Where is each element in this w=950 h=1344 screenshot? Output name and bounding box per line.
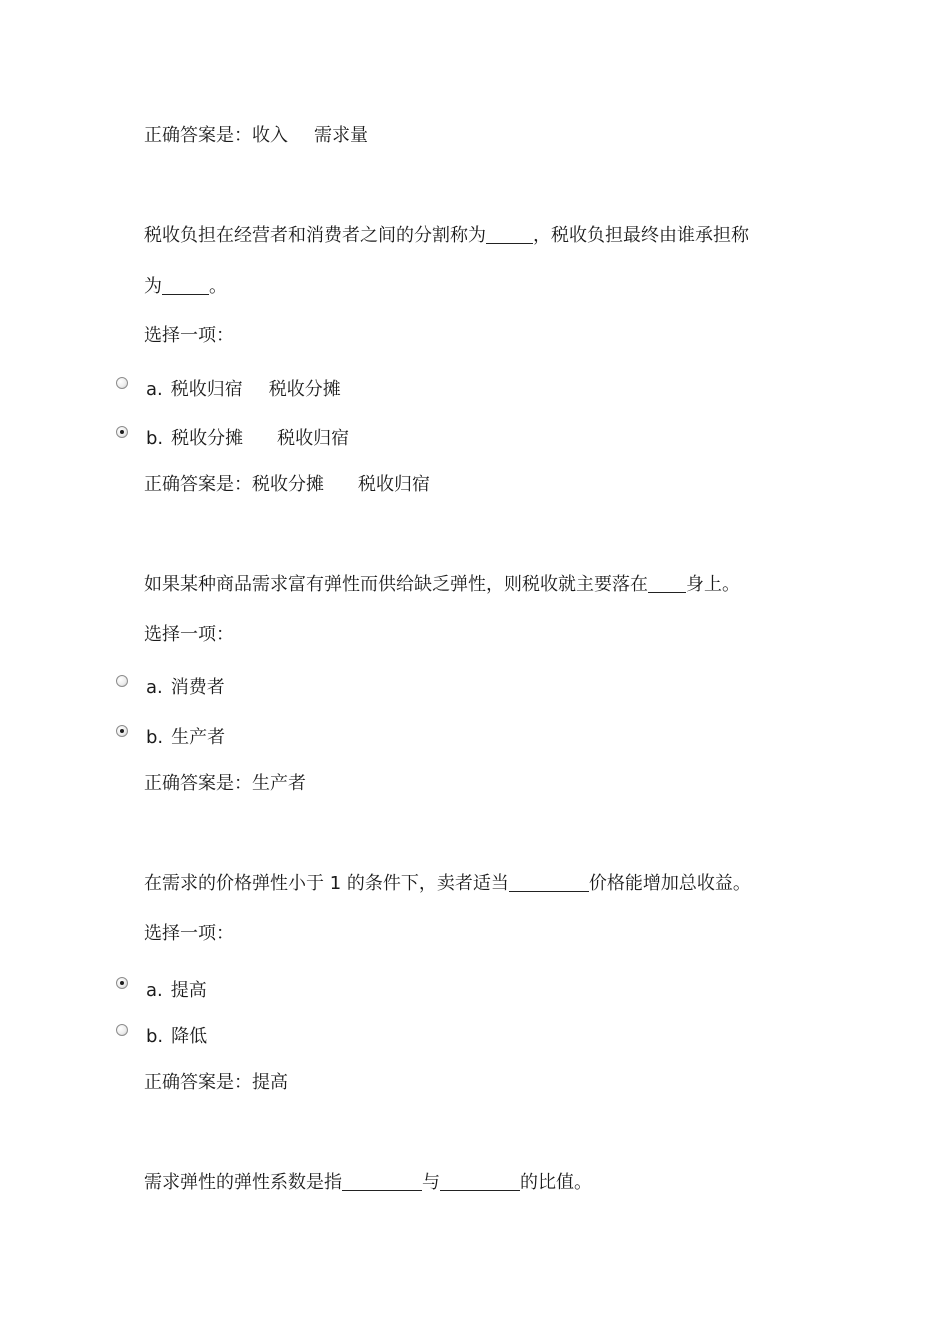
option-letter: a. [146, 677, 163, 698]
q1-stem-text: 税收负担在经营者和消费者之间的分割称为 [144, 225, 486, 246]
answer-label: 正确答案是： [144, 773, 252, 794]
answer-text: 生产者 [252, 773, 306, 794]
q1-select-prompt: 选择一项： [144, 325, 234, 346]
option-text: 税收归宿 [277, 428, 350, 449]
q2-select-prompt: 选择一项： [144, 624, 234, 645]
q4-stem [144, 1171, 592, 1195]
q1-option-b-radio[interactable] [116, 426, 128, 438]
q2-option-b-radio[interactable] [116, 725, 128, 737]
q3-option-b-radio[interactable] [116, 1024, 128, 1036]
q1-option-a[interactable] [146, 378, 341, 402]
q2-correct-answer [144, 772, 306, 796]
q4-stem-text: 的比值。 [520, 1172, 592, 1193]
q3-option-b[interactable] [146, 1025, 207, 1049]
q3-option-a-radio[interactable] [116, 977, 128, 989]
q4-stem-text: 需求弹性的弹性系数是指 [144, 1172, 342, 1193]
option-letter: b. [146, 727, 164, 748]
q3-correct-answer [144, 1071, 288, 1095]
q3-option-a[interactable] [146, 979, 207, 1003]
q1-stem-text: ，税收负担最终由谁承担称 [533, 225, 749, 246]
answer-label: 正确答案是： [144, 474, 252, 495]
answer-text: 提高 [252, 1072, 288, 1093]
q2-stem-text: 如果某种商品需求富有弹性而供给缺乏弹性，则税收就主要落在 [144, 574, 648, 595]
option-text: 提高 [170, 980, 207, 1001]
q2-option-a-radio[interactable] [116, 675, 128, 687]
option-letter: b. [146, 428, 164, 449]
answer-label: 正确答案是： [144, 1072, 252, 1093]
q2-option-b[interactable] [146, 726, 225, 750]
q3-stem [144, 872, 751, 896]
answer-part: 需求量 [314, 125, 368, 146]
q1-option-a-radio[interactable] [116, 377, 128, 389]
fill-blank [162, 276, 209, 295]
q1-stem-line-2 [144, 275, 227, 299]
fill-blank [648, 574, 686, 593]
radio-selected-dot [120, 729, 124, 733]
q3-select-prompt: 选择一项： [144, 923, 234, 944]
answer-part: 收入 [252, 125, 288, 146]
q1-correct-answer [144, 473, 430, 497]
option-text: 消费者 [170, 677, 225, 698]
q1-stem-line-1 [144, 224, 749, 248]
fill-blank [486, 225, 533, 244]
option-text: 生产者 [171, 727, 226, 748]
answer-part: 税收归宿 [358, 474, 430, 495]
q3-stem-text: 价格能增加总收益。 [588, 873, 751, 894]
q1-stem-text: 为 [144, 276, 162, 297]
fill-blank [509, 873, 589, 892]
option-letter: a. [146, 980, 163, 1001]
fill-blank [440, 1172, 520, 1191]
option-text: 降低 [171, 1026, 208, 1047]
q0-correct-answer [144, 124, 368, 148]
q2-stem [144, 573, 740, 597]
option-text: 税收分摊 [171, 428, 244, 449]
q1-option-b[interactable] [146, 427, 349, 451]
option-text: 税收分摊 [268, 379, 341, 400]
q3-stem-text: 在需求的价格弹性小于 1 的条件下，卖者适当 [144, 873, 509, 894]
q2-stem-text: 身上。 [686, 574, 740, 595]
radio-selected-dot [120, 981, 124, 985]
q4-stem-text: 与 [422, 1172, 440, 1193]
option-letter: b. [146, 1026, 164, 1047]
option-letter: a. [146, 379, 163, 400]
answer-label: 正确答案是： [144, 125, 252, 146]
fill-blank [342, 1172, 422, 1191]
answer-part: 税收分摊 [252, 474, 324, 495]
q1-stem-text: 。 [209, 276, 227, 297]
q2-option-a[interactable] [146, 676, 225, 700]
option-text: 税收归宿 [170, 379, 243, 400]
radio-selected-dot [120, 430, 124, 434]
